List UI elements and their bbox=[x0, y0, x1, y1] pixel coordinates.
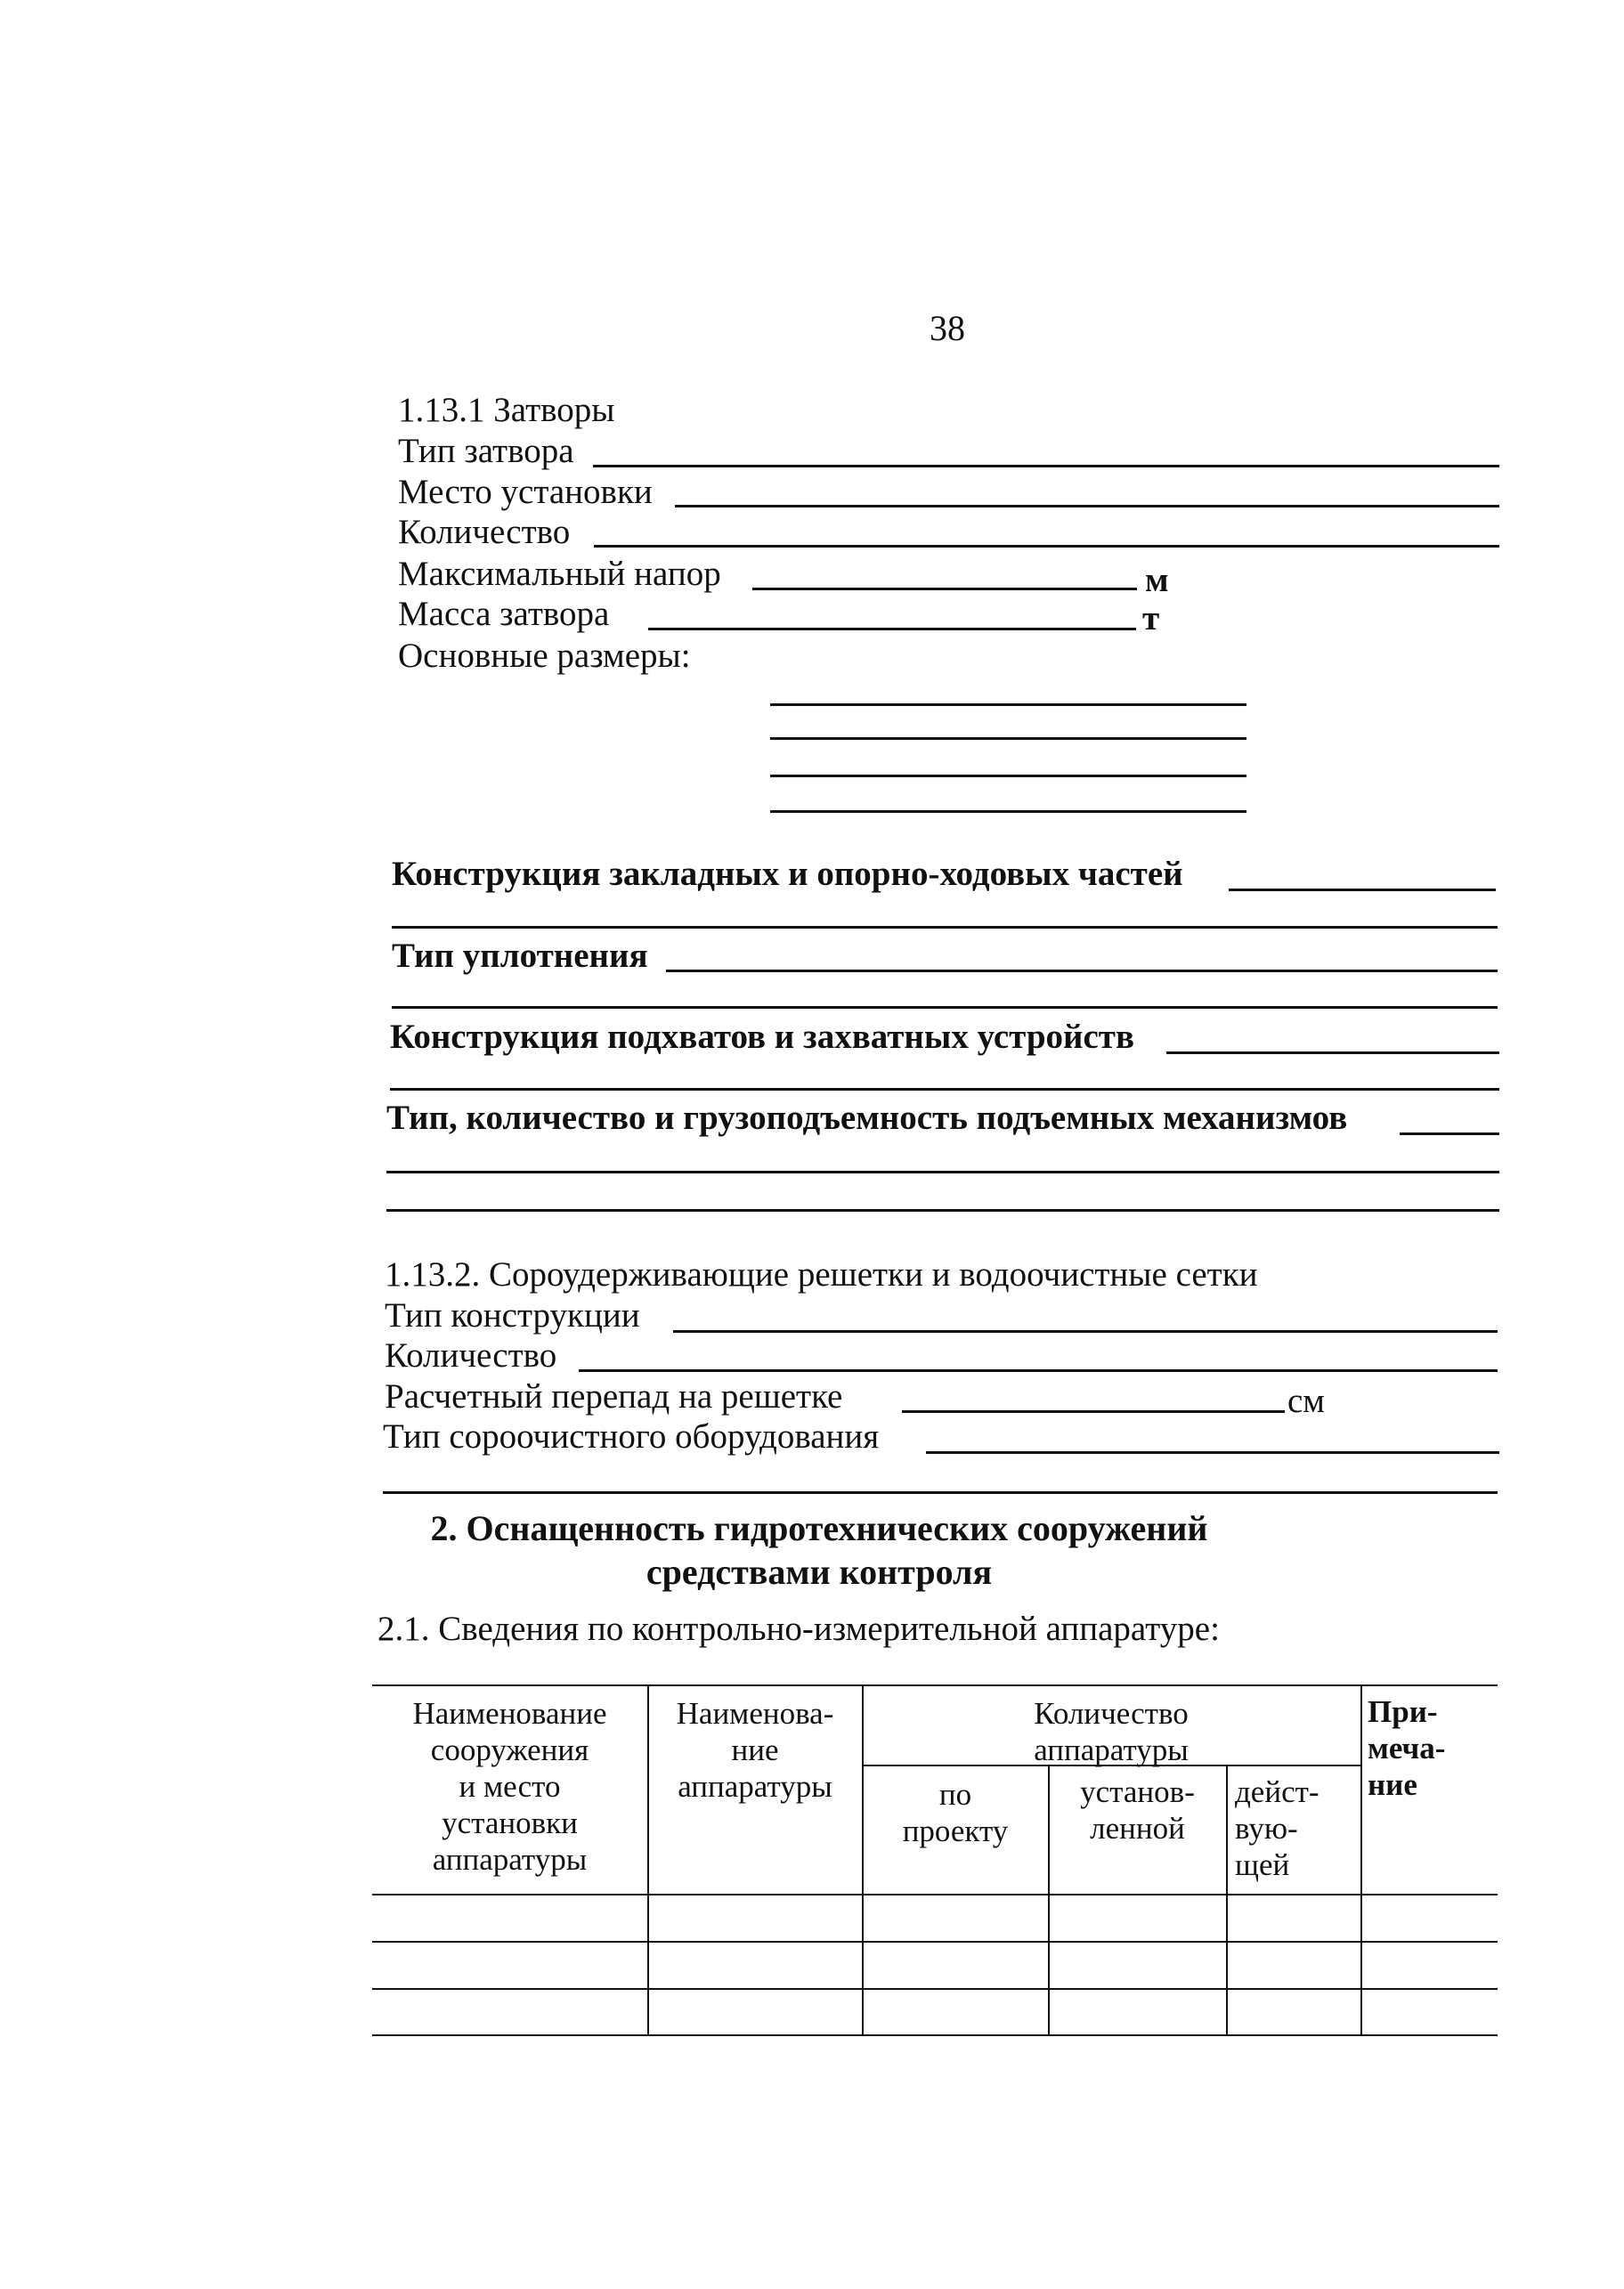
location-label: Место установки bbox=[398, 473, 653, 511]
table-top-rule bbox=[372, 1684, 1498, 1686]
grips-field[interactable] bbox=[1166, 1051, 1499, 1054]
header-notes: При- меча- ние bbox=[1368, 1694, 1446, 1802]
seal-type-field[interactable] bbox=[666, 970, 1498, 972]
embedded-parts-field-2[interactable] bbox=[392, 926, 1498, 929]
table-row-rule-1 bbox=[372, 1941, 1498, 1943]
dimension-field-3[interactable] bbox=[770, 775, 1246, 777]
max-head-label: Максимальный напор bbox=[398, 555, 721, 593]
gate-quantity-field[interactable] bbox=[594, 545, 1499, 548]
table-row-rule-2 bbox=[372, 1988, 1498, 1990]
table-header-rule bbox=[372, 1894, 1498, 1895]
table-col-sep-5 bbox=[1360, 1684, 1362, 2034]
racks-quantity-label: Количество bbox=[385, 1336, 557, 1375]
max-head-unit: м bbox=[1145, 561, 1169, 599]
dimension-field-1[interactable] bbox=[770, 703, 1246, 706]
location-field[interactable] bbox=[675, 505, 1499, 507]
gate-quantity-label: Количество bbox=[398, 513, 571, 551]
lifting-mechanisms-field-2[interactable] bbox=[386, 1171, 1499, 1173]
design-drop-label: Расчетный перепад на решетке bbox=[385, 1377, 843, 1416]
seal-type-field-2[interactable] bbox=[392, 1006, 1498, 1009]
section2-title bbox=[374, 1507, 1264, 1595]
cleaning-equipment-label: Тип сороочистного оборудования bbox=[383, 1417, 880, 1456]
gate-type-field[interactable] bbox=[593, 465, 1499, 467]
table-row-rule-3 bbox=[372, 2034, 1498, 2036]
page-number: 38 bbox=[930, 308, 965, 348]
racks-quantity-field[interactable] bbox=[579, 1369, 1498, 1372]
design-drop-unit: см bbox=[1287, 1382, 1325, 1420]
gate-mass-label: Масса затвора bbox=[398, 595, 610, 633]
section2-title-line2: средствами контроля bbox=[646, 1551, 993, 1592]
dimension-field-4[interactable] bbox=[770, 810, 1246, 813]
grips-field-2[interactable] bbox=[390, 1088, 1499, 1091]
dimension-field-2[interactable] bbox=[770, 737, 1246, 740]
embedded-parts-label: Конструкция закладных и опорно-ходовых частей bbox=[392, 855, 1183, 893]
section2-subheading: 2.1. Сведения по контрольно-измерительной аппаратуре: bbox=[378, 1610, 1220, 1648]
trash-racks-heading: 1.13.2. Сороудерживающие решетки и водоочистные сетки bbox=[385, 1255, 1258, 1294]
grips-label: Конструкция подхватов и захватных устройств bbox=[390, 1018, 1135, 1056]
lifting-mechanisms-field-3[interactable] bbox=[386, 1209, 1499, 1212]
max-head-field[interactable] bbox=[752, 588, 1137, 590]
design-drop-field[interactable] bbox=[902, 1410, 1285, 1413]
main-dimensions-label: Основные размеры: bbox=[398, 637, 691, 675]
construction-type-field[interactable] bbox=[673, 1330, 1498, 1333]
header-active: дейст- вую- щей bbox=[1235, 1774, 1320, 1882]
gate-mass-unit: т bbox=[1142, 599, 1160, 637]
section2-title-line1: 2. Оснащенность гидротехнических сооружений bbox=[430, 1508, 1208, 1548]
header-instrument-quantity: Количество аппаратуры bbox=[1034, 1696, 1189, 1767]
cleaning-equipment-field[interactable] bbox=[926, 1451, 1499, 1454]
construction-type-label: Тип конструкции bbox=[385, 1296, 640, 1335]
seal-type-label: Тип уплотнения bbox=[392, 937, 648, 975]
header-by-design: по проекту bbox=[902, 1777, 1009, 1848]
lifting-mechanisms-field[interactable] bbox=[1400, 1132, 1499, 1135]
cleaning-equipment-field-2[interactable] bbox=[383, 1491, 1498, 1494]
header-installed: установ- ленной bbox=[1080, 1774, 1195, 1846]
gate-mass-field[interactable] bbox=[648, 628, 1136, 630]
gates-heading: 1.13.1 Затворы bbox=[398, 391, 615, 429]
header-structure-name: Наименование сооружения и место установки аппаратуры bbox=[412, 1696, 607, 1877]
lifting-mechanisms-label: Тип, количество и грузоподъемность подъемных механизмов bbox=[386, 1099, 1348, 1137]
header-instrument-name: Наименова- ние аппаратуры bbox=[676, 1696, 834, 1804]
embedded-parts-field[interactable] bbox=[1229, 889, 1496, 891]
gate-type-label: Тип затвора bbox=[398, 432, 574, 470]
